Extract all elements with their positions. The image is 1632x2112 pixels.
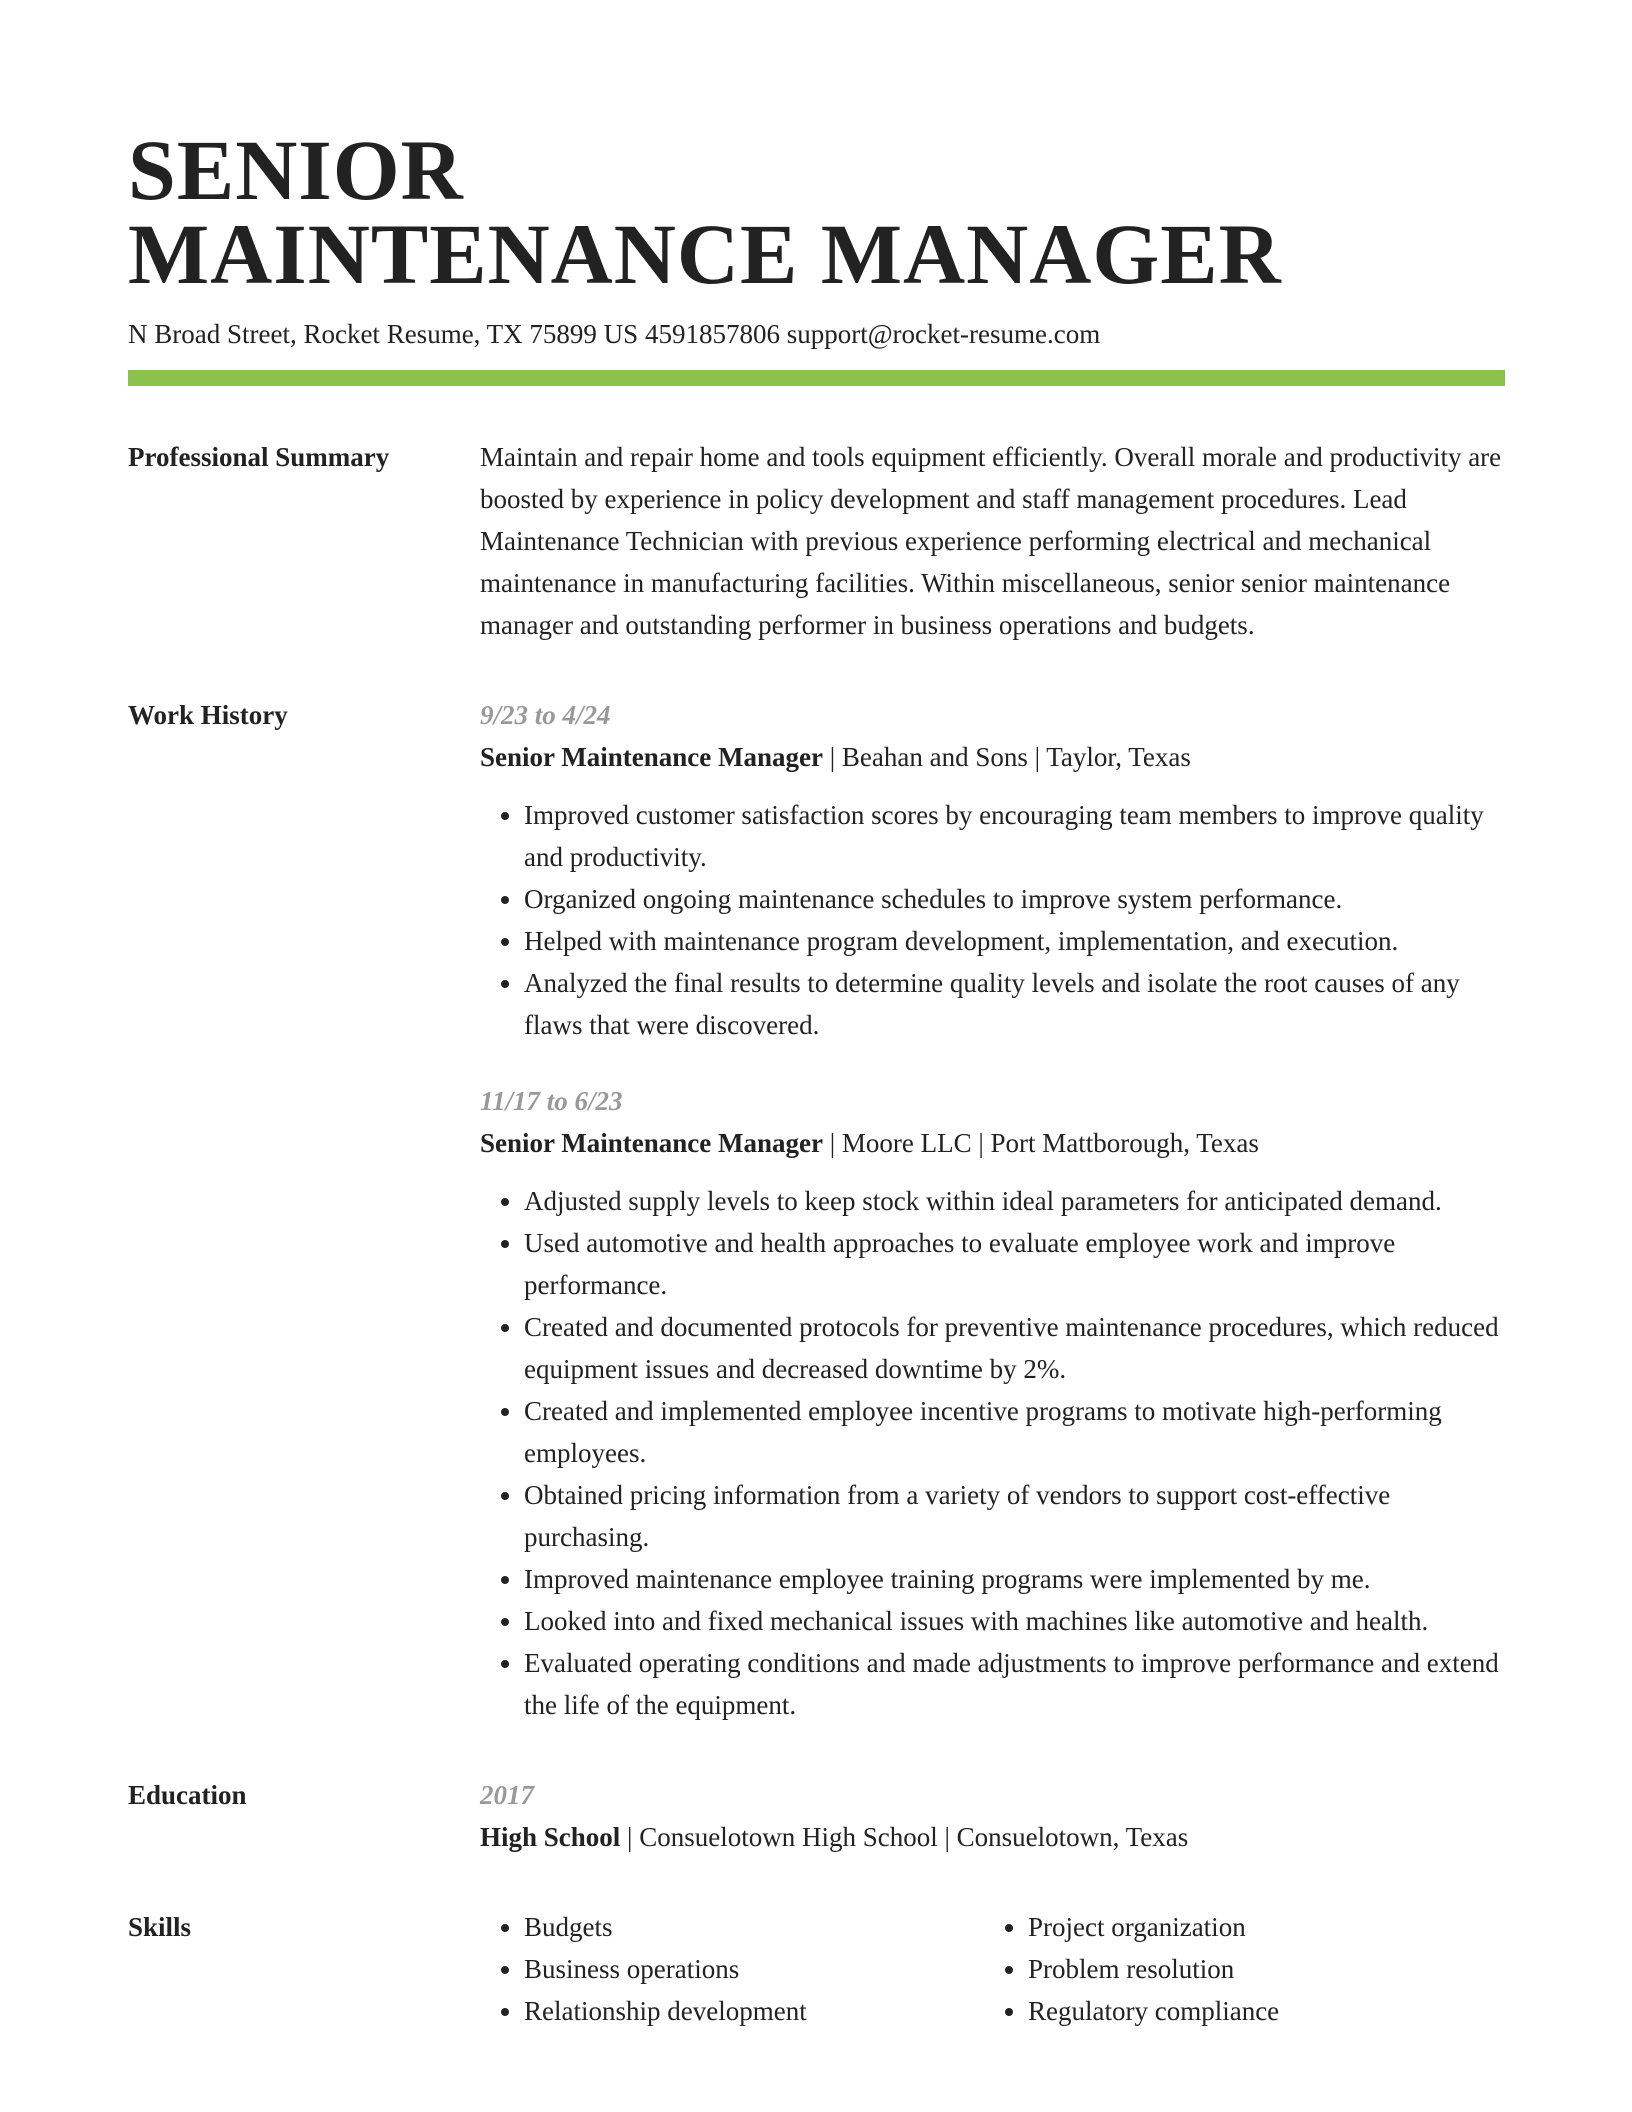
job-entry: [480, 1080, 1505, 1726]
education-heading: [480, 1816, 1505, 1858]
summary-text: Maintain and repair home and tools equipment efficiently. Overall morale and productivity are boosted by experience in policy development and staff management procedures. Lead Maintenance Technician with previous experience performing electrical and mechanical maintenance in manufacturing facilities. Within miscellaneous, senior senior maintenance manager and outstanding performer in business operations and budgets.: [480, 442, 1502, 640]
work-history-label: Work History: [128, 700, 288, 730]
job-bullet: • Created and documented protocols for preventive maintenance procedures, which reduced equipment issues and decreased downtime by 2%.: [524, 1306, 1505, 1390]
job-bullets: [480, 794, 1505, 1046]
job-bullet: • Improved maintenance employee training programs were implemented by me.: [524, 1558, 1505, 1600]
job-bullet: • Evaluated operating conditions and made adjustments to improve performance and extend the life of the equipment.: [524, 1642, 1505, 1726]
job-bullet: • Organized ongoing maintenance schedules to improve system performance.: [524, 878, 1505, 920]
skill-item: • Project organization: [1028, 1906, 1279, 1948]
title-line-1: SENIOR: [128, 122, 464, 218]
education-label: Education: [128, 1780, 247, 1810]
job-bullet: • Created and implemented employee incentive programs to motivate high-performing employees.: [524, 1390, 1505, 1474]
education-details: | Consuelotown High School | Consuelotown, Texas: [620, 1822, 1189, 1852]
skills-column-2: [984, 1906, 1279, 2032]
job-title: Senior Maintenance Manager: [480, 742, 823, 772]
header-divider: [128, 370, 1505, 386]
job-heading: [480, 1122, 1505, 1164]
education-degree: High School: [480, 1822, 621, 1852]
skill-item: • Budgets: [524, 1906, 984, 1948]
job-bullet: • Analyzed the final results to determine quality levels and isolate the root causes of any flaws that were discovered.: [524, 962, 1505, 1046]
job-bullet: • Looked into and fixed mechanical issues with machines like automotive and health.: [524, 1600, 1505, 1642]
job-entry: [480, 694, 1505, 1046]
summary-label: Professional Summary: [128, 442, 390, 472]
skills-label: Skills: [128, 1912, 192, 1942]
resume-page: [128, 122, 1505, 2032]
resume-title: [128, 122, 1505, 302]
title-line-2: MAINTENANCE MANAGER: [128, 206, 1282, 302]
skills-column-1: [480, 1906, 984, 2032]
job-bullet: • Used automotive and health approaches to evaluate employee work and improve performance.: [524, 1222, 1505, 1306]
job-bullet: • Improved customer satisfaction scores by encouraging team members to improve quality and productivity.: [524, 794, 1505, 878]
job-heading: [480, 736, 1505, 778]
job-bullet: • Obtained pricing information from a variety of vendors to support cost-effective purchasing.: [524, 1474, 1505, 1558]
job-details: | Beahan and Sons | Taylor, Texas: [822, 742, 1191, 772]
skill-item: • Problem resolution: [1028, 1948, 1279, 1990]
summary-section: [128, 436, 1505, 646]
skills-section: [128, 1906, 1505, 2032]
job-bullets: [480, 1180, 1505, 1726]
job-details: | Moore LLC | Port Mattborough, Texas: [822, 1128, 1259, 1158]
contact-info: N Broad Street, Rocket Resume, TX 75899 US 4591857806 support@rocket-resume.com: [128, 319, 1101, 349]
job-bullet: • Helped with maintenance program development, implementation, and execution.: [524, 920, 1505, 962]
job-title: Senior Maintenance Manager: [480, 1128, 823, 1158]
job-date: 11/17 to 6/23: [480, 1086, 623, 1116]
skill-item: • Relationship development: [524, 1990, 984, 2032]
education-section: [128, 1774, 1505, 1858]
job-bullet: • Adjusted supply levels to keep stock within ideal parameters for anticipated demand.: [524, 1180, 1505, 1222]
education-date: 2017: [480, 1780, 534, 1810]
skill-item: • Regulatory compliance: [1028, 1990, 1279, 2032]
job-date: 9/23 to 4/24: [480, 700, 611, 730]
work-history-section: [128, 694, 1505, 1726]
skill-item: • Business operations: [524, 1948, 984, 1990]
